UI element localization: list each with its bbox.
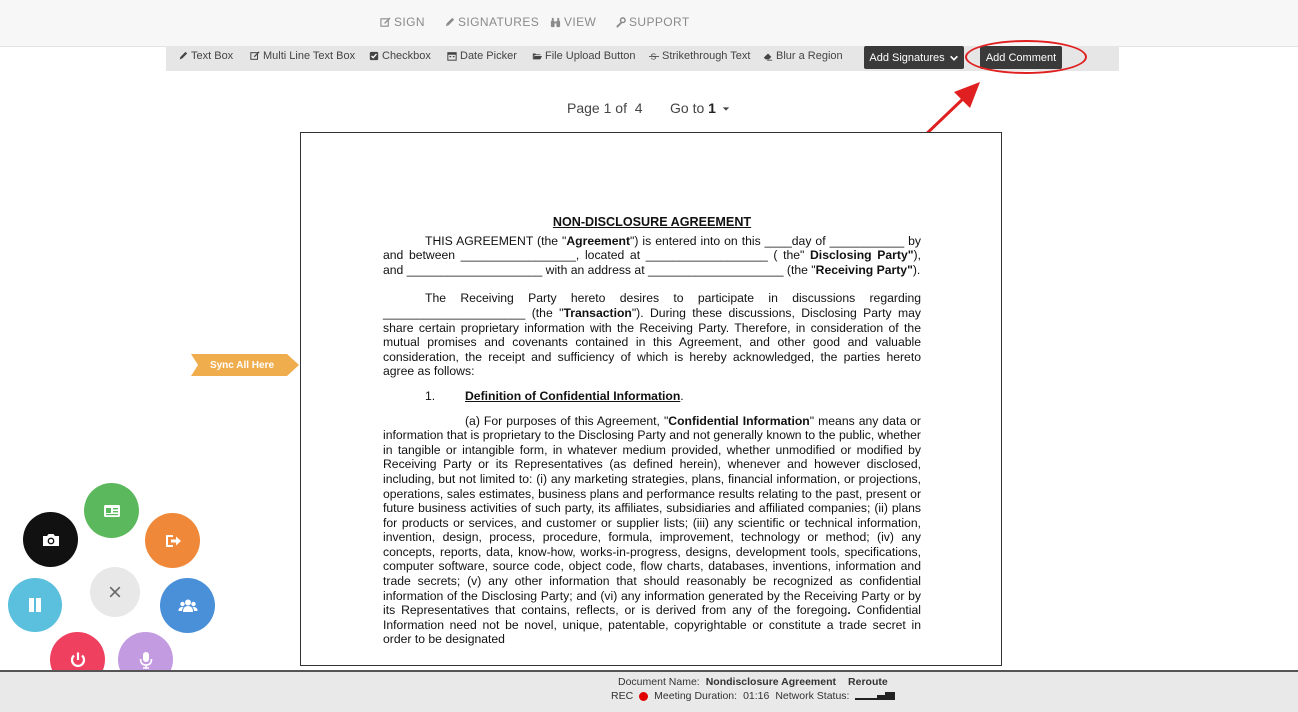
tool-multi-line-text-box[interactable] xyxy=(250,50,355,62)
tool-text-box-label: Text Box xyxy=(191,50,234,62)
nav-sign-label: SIGN xyxy=(394,15,425,29)
duration-value: 01:16 xyxy=(743,690,770,702)
add-comment-label: Add Comment xyxy=(985,51,1057,64)
strikethrough-icon xyxy=(649,51,659,61)
tool-text-box[interactable] xyxy=(178,50,233,62)
close-icon xyxy=(107,584,123,600)
pause-icon xyxy=(25,595,45,615)
pencil-icon xyxy=(178,51,188,61)
goto-value: 1 xyxy=(708,100,716,116)
nav-sign[interactable] xyxy=(380,15,425,29)
confidential-info-paragraph: (a) For purposes of this Agreement, "Confidential Information" means any data or information that is proprietary to the Disclosing Party and not generally known to the public, whether in tangible or intangible form, in whatever medium provided, whether unmodified or modified by Receiving Party or its Representatives (as defined herein), whenever and however disclosed, including, but not limited to: (i) any marketing strategies, plans, financial information, or projections, operations, sales estimates, business plans and performance results relating to the past, present or future business activities of such party, its affiliates, subsidiaries and affiliated companies; (ii) plans for products or services, and customer or supplier lists; (iii) any scientific or technical information, invention, design, process, procedure, formula, improvement, technology or method; (iv) any concepts, reports, data, know-how, works-in-progress, designs, development tools, specifications, computer software, source code, object code, flow charts, databases, inventions, information and trade secrets; (v) any other information that should reasonably be recognized as confidential information of the Disclosing Party; and (vi) any information generated by the Receiving Party or by its Representatives that contains, reflects, or is derived from any of the foregoing. Confidential Information need not be novel, unique, patentable, copyrightable or constitute a trade secret in order to be designated xyxy=(383,413,921,647)
tool-date-picker-label: Date Picker xyxy=(460,50,517,62)
id-card-button[interactable] xyxy=(84,483,139,538)
add-signatures-button[interactable] xyxy=(864,46,964,69)
transaction-paragraph: The Receiving Party hereto desires to participate in discussions regarding _____________________ (the "Transaction"). During these discussions, Disclosing Party may share certain proprietary information with the Receiving Party. Therefore, in consideration of the mutual promises and covenants contained in this Agreement, and other good and valuable consideration, the receipt and sufficiency of which is hereby acknowledged, the parties hereto agree as follows: xyxy=(383,291,921,379)
meeting-info-row xyxy=(611,690,895,702)
document-page[interactable] xyxy=(300,132,1002,666)
document-name-label: Document Name: xyxy=(618,676,700,688)
folder-open-icon xyxy=(532,51,542,61)
close-menu-button[interactable] xyxy=(90,567,140,617)
tool-file-upload-button-label: File Upload Button xyxy=(545,50,636,62)
tool-blur-a-region-label: Blur a Region xyxy=(776,50,843,62)
nav-view[interactable] xyxy=(550,15,596,29)
calendar-icon xyxy=(447,51,457,61)
tool-date-picker[interactable] xyxy=(447,50,517,62)
tool-strikethrough-text-label: Strikethrough Text xyxy=(662,50,751,62)
edit-icon xyxy=(380,17,391,28)
page-of: of xyxy=(615,100,627,116)
tool-checkbox-label: Checkbox xyxy=(382,50,431,62)
goto-page-dropdown[interactable] xyxy=(670,100,730,116)
page-current: 1 xyxy=(603,100,612,116)
status-bar xyxy=(0,670,1298,712)
svg-text:S: S xyxy=(650,51,657,61)
microphone-icon xyxy=(136,650,156,670)
document-name-value: Nondisclosure Agreement xyxy=(705,676,837,688)
tool-multi-line-text-box-label: Multi Line Text Box xyxy=(263,50,356,62)
sync-all-here-tag[interactable] xyxy=(191,354,299,376)
pencil-icon xyxy=(444,17,455,28)
camera-icon xyxy=(41,530,61,550)
sign-out-icon xyxy=(163,531,183,551)
power-icon xyxy=(68,650,88,670)
caret-down-icon xyxy=(722,105,730,113)
document-content xyxy=(383,215,921,647)
tool-blur-a-region[interactable] xyxy=(763,50,843,62)
group-icon xyxy=(178,596,198,616)
highlight-ellipse xyxy=(965,40,1087,74)
document-name-row xyxy=(618,676,888,688)
agreement-paragraph: THIS AGREEMENT (the "Agreement") is entered into on this ____day of ___________ by and between _________________, located at __________________ ( the" Disclosing Party"), and ____________________ with an address at ____________________ (the "Receiving Party"). xyxy=(383,233,921,277)
wrench-icon xyxy=(615,17,626,28)
id-card-icon xyxy=(102,501,122,521)
reroute-link[interactable]: Reroute xyxy=(848,676,888,688)
add-signatures-label: Add Signatures xyxy=(869,51,945,64)
top-navigation xyxy=(0,0,1298,47)
section-heading: 1. Definition of Confidential Information. xyxy=(425,388,684,403)
document-title: NON-DISCLOSURE AGREEMENT xyxy=(552,215,752,229)
tool-strikethrough-text[interactable] xyxy=(649,50,750,62)
binoculars-icon xyxy=(550,17,561,28)
edit-icon xyxy=(250,51,260,61)
page-indicator xyxy=(567,100,643,116)
rec-label: REC xyxy=(611,690,634,702)
chevron-down-icon xyxy=(949,53,959,63)
participants-button[interactable] xyxy=(160,578,215,633)
nav-support-label: SUPPORT xyxy=(629,15,690,29)
eraser-icon xyxy=(763,51,773,61)
camera-button[interactable] xyxy=(23,512,78,567)
page-prefix: Page xyxy=(567,100,600,116)
network-signal-icon xyxy=(855,692,895,700)
rec-indicator-icon xyxy=(639,692,648,701)
sync-all-here-label: Sync All Here xyxy=(209,359,275,371)
page-total: 4 xyxy=(634,100,643,116)
tool-checkbox[interactable] xyxy=(369,50,431,62)
exit-button[interactable] xyxy=(145,513,200,568)
network-status-label: Network Status: xyxy=(775,690,850,702)
duration-label: Meeting Duration: xyxy=(654,690,738,702)
nav-support[interactable] xyxy=(615,15,690,29)
tool-file-upload-button[interactable] xyxy=(532,50,636,62)
nav-signatures-label: SIGNATURES xyxy=(458,15,540,29)
goto-label: Go to xyxy=(670,100,705,116)
nav-signatures[interactable] xyxy=(444,15,539,29)
nav-view-label: VIEW xyxy=(564,15,597,29)
pause-button[interactable] xyxy=(8,578,62,632)
checkbox-icon xyxy=(369,51,379,61)
